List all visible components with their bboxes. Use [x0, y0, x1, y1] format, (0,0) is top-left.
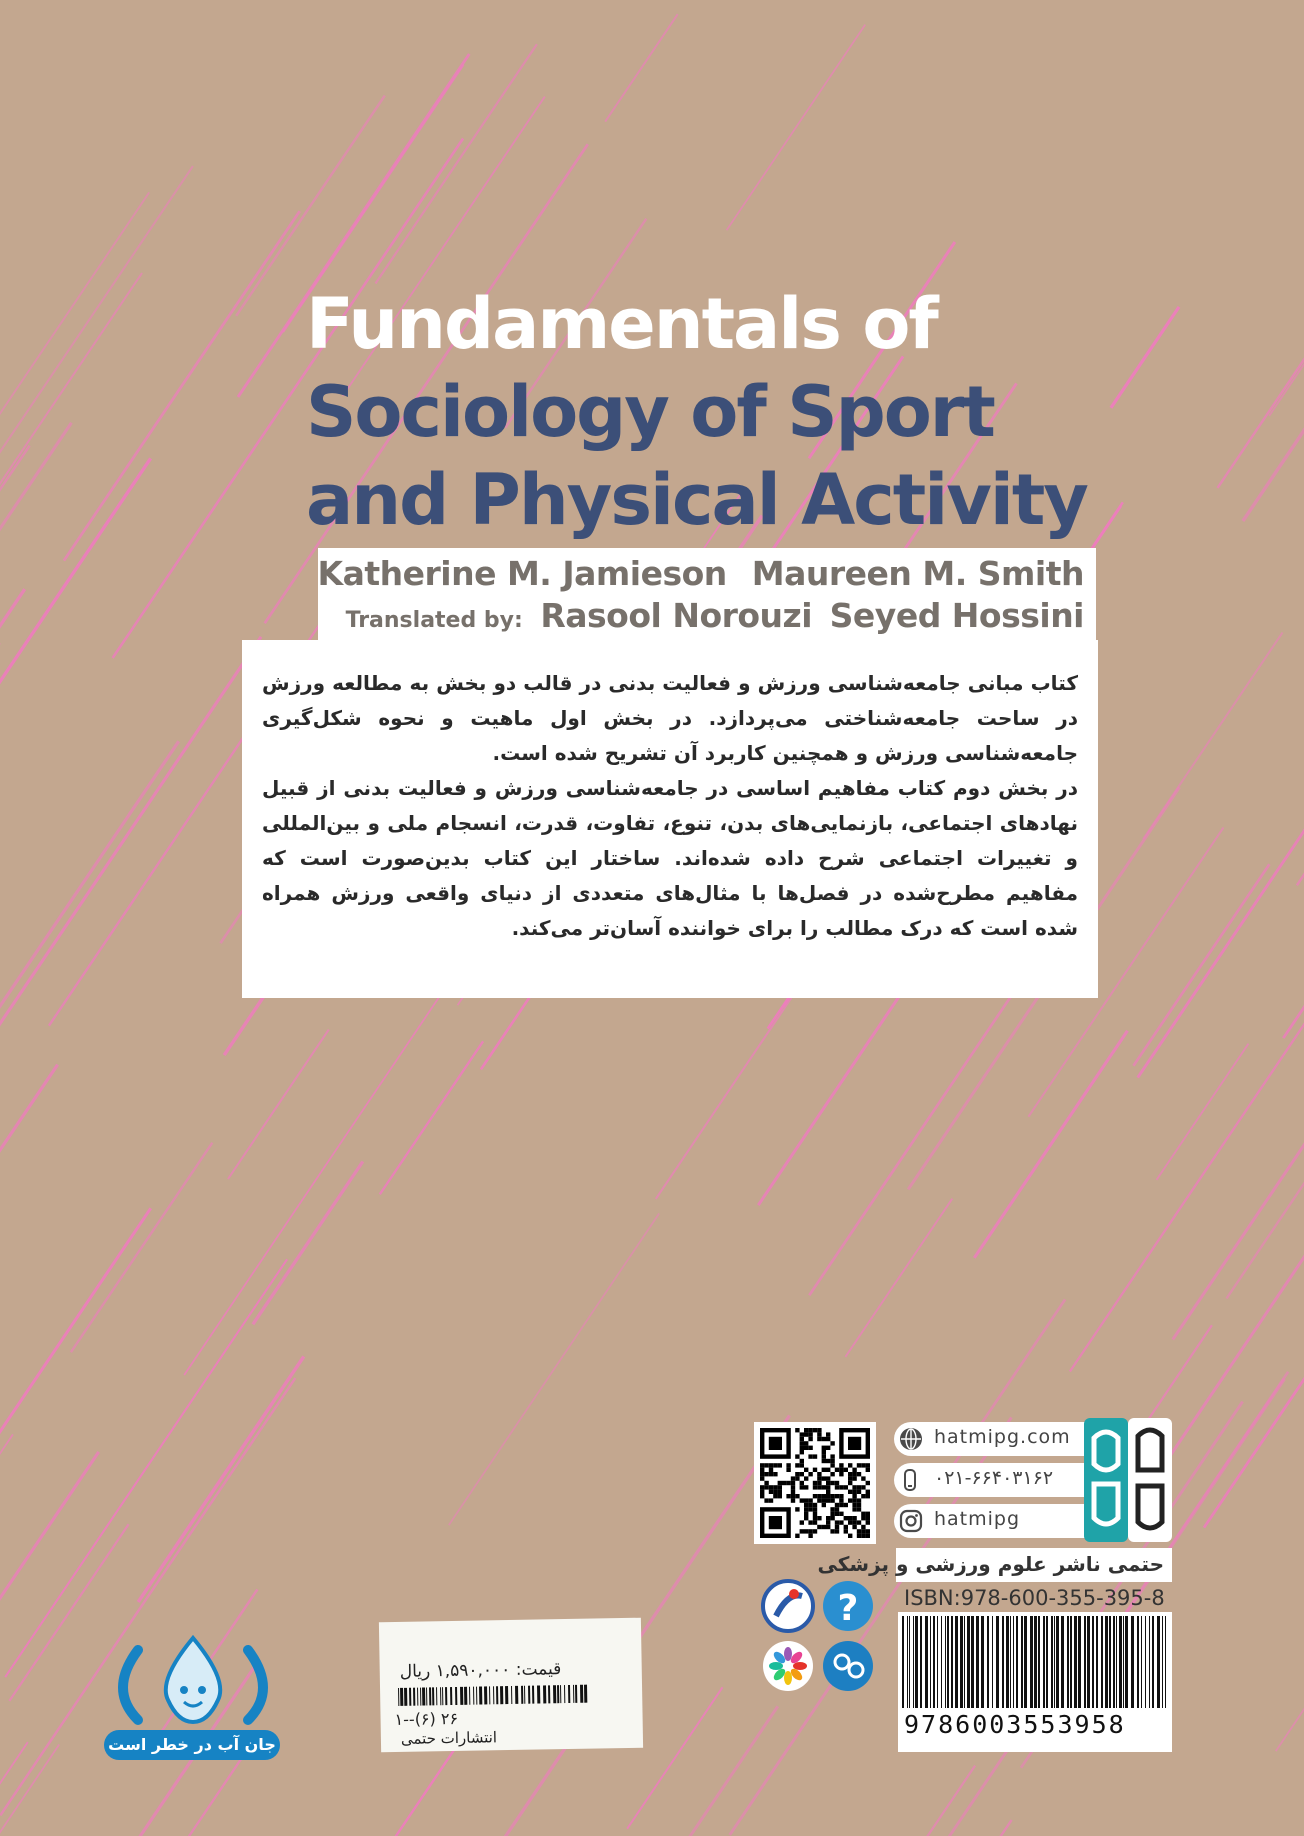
translator-line — [346, 596, 1084, 635]
water-campaign-logo — [98, 1630, 288, 1768]
badge-circle-icon — [823, 1641, 873, 1691]
price-code: ۱--(۶) ۲۶ — [394, 1708, 459, 1730]
badge-runner-icon — [763, 1581, 813, 1631]
translator-label: Translated by: — [345, 608, 523, 633]
title-line-3: and Physical Activity — [306, 459, 1087, 541]
water-campaign-text: جان آب در خطر است — [104, 1730, 280, 1760]
publisher-tagline: حتمی ناشر علوم ورزشی و پزشکی — [817, 1552, 1164, 1576]
publisher-logo-icon — [1084, 1418, 1172, 1542]
price-publisher: انتشارات حتمی — [400, 1728, 498, 1748]
author-name: Katherine M. Jamieson — [317, 554, 727, 593]
author-list — [304, 554, 1084, 593]
author-name: Maureen M. Smith — [751, 554, 1084, 593]
globe-icon — [899, 1427, 923, 1451]
translator-name: Rasool Norouzi — [540, 596, 813, 635]
barcode-number: 9786003553958 — [904, 1710, 1126, 1739]
phone-icon — [899, 1468, 923, 1492]
publisher-tagline-strip — [817, 1548, 1172, 1582]
qr-code-pattern — [754, 1422, 876, 1544]
certification-badges — [760, 1578, 876, 1694]
description-panel — [242, 640, 1098, 998]
svg-text:?: ? — [837, 1588, 859, 1629]
contact-phone[interactable] — [894, 1463, 1114, 1497]
price-barcode — [394, 1681, 594, 1708]
description-paragraph: در بخش دوم کتاب مفاهیم اساسی در جامعه‌شناسی ورزش و فعالیت بدنی از قبیل نهادهای اجتماعی، بازنمایی‌های بدن، تنوع، تفاوت، قدرت، انسجام ملی و بین‌المللی و تغییرات اجتماعی شرح داده شده‌اند. ساختار این کتاب بدین‌صورت است که مفاهیم مطرح‌شده در فصل‌ها با مثال‌های متعددی از دنیای واقعی ورزش همراه شده است که درک مطالب را برای خواننده آسان‌تر می‌کند. — [262, 776, 1078, 940]
instagram-icon — [899, 1509, 923, 1533]
badge-flower-icon — [763, 1641, 813, 1691]
description-text — [262, 666, 1078, 946]
contact-website[interactable] — [894, 1422, 1114, 1456]
badge-question-icon — [823, 1581, 873, 1631]
instagram-text: hatmipg — [934, 1508, 1021, 1530]
isbn-barcode — [898, 1612, 1172, 1752]
contact-instagram[interactable] — [894, 1504, 1114, 1538]
qr-code[interactable] — [754, 1422, 876, 1544]
translator-name: Seyed Hossini — [829, 596, 1084, 635]
title-line-2: Sociology of Sport — [306, 371, 994, 453]
description-paragraph: کتاب مبانی جامعه‌شناسی ورزش و فعالیت بدنی در قالب دو بخش به مطالعه ورزش در ساحت جامعه‌شناختی می‌پردازد. در بخش اول ماهیت و نحوه شکل‌گیری جامعه‌شناسی ورزش و همچنین کاربرد آن تشریح شده است. — [262, 671, 1078, 765]
website-text: hatmipg.com — [934, 1426, 1071, 1448]
author-panel — [318, 548, 1096, 640]
isbn-text: ISBN:978-600-355-395-8 — [904, 1586, 1165, 1610]
barcode-bars — [898, 1612, 1172, 1710]
title-line-1: Fundamentals of — [306, 283, 937, 365]
book-title — [306, 280, 1206, 544]
price-text: قیمت: ۱,۵۹۰,۰۰۰ ریال — [399, 1659, 562, 1682]
water-drop-icon — [98, 1630, 288, 1730]
price-sticker — [379, 1618, 643, 1753]
phone-text: ۰۲۱-۶۶۴۰۳۱۶۲ — [934, 1467, 1054, 1489]
contact-list — [894, 1422, 1114, 1545]
